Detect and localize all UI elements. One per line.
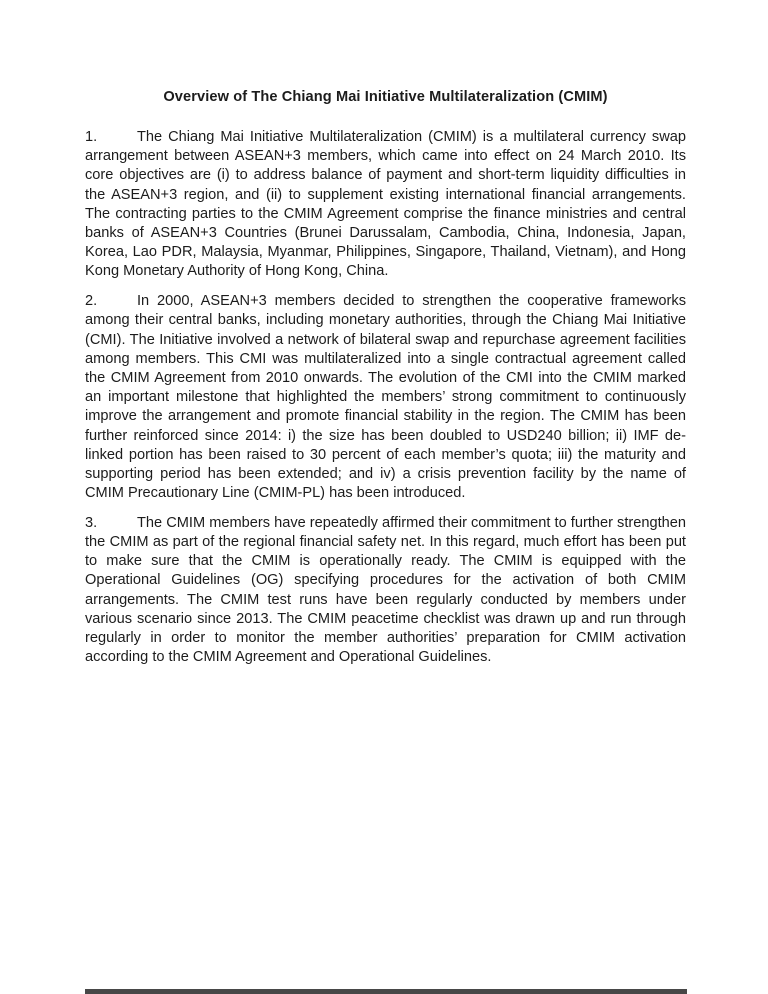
paragraph-1	[85, 128, 686, 282]
paragraph-3	[85, 514, 686, 668]
page-title: Overview of The Chiang Mai Initiative Multilateralization (CMIM)	[163, 89, 608, 105]
paragraph-2	[85, 292, 686, 503]
paragraph-1-text: The Chiang Mai Initiative Multilateralization (CMIM) is a multilateral currency swap arrangement between ASEAN+3 members, which came into effect on 24 March 2010. Its core objectives are (i) to address balance of payment and short-term liquidity difficulties in the ASEAN+3 region, and (ii) to supplement existing international financial arrangements. The contracting parties to the CMIM Agreement comprise the finance ministries and central banks of ASEAN+3 Countries (Brunei Darussalam, Cambodia, China, Indonesia, Japan, Korea, Lao PDR, Malaysia, Myanmar, Philippines, Singapore, Thailand, Vietnam), and Hong Kong Monetary Authority of Hong Kong, China.	[85, 129, 686, 280]
paragraph-2-text: In 2000, ASEAN+3 members decided to strengthen the cooperative frameworks among their central banks, including monetary authorities, through the Chiang Mai Initiative (CMI). The Initiative involved a network of bilateral swap and repurchase agreement facilities among members. This CMI was multilateralized into a single contractual agreement called the CMIM Agreement from 2010 onwards. The evolution of the CMI into the CMIM marked an important milestone that highlighted the members’ strong commitment to continuously improve the arrangement and promote financial stability in the region. The CMIM has been further reinforced since 2014: i) the size has been doubled to USD240 billion; ii) IMF de-linked portion has been raised to 30 percent of each member’s quota; iii) the maturity and supporting period has been extended; and iv) a crisis prevention facility by the name of CMIM Precautionary Line (CMIM-PL) has been introduced.	[85, 293, 686, 502]
paragraph-2-number: 2.	[85, 293, 98, 310]
document-content	[85, 88, 686, 678]
page-bottom-rule	[85, 989, 687, 994]
paragraph-3-text: The CMIM members have repeatedly affirmed their commitment to further strengthen the CMIM as part of the regional financial safety net. In this regard, much effort has been put to make sure that the CMIM is operationally ready. The CMIM is equipped with the Operational Guidelines (OG) specifying procedures for the activation of both CMIM arrangements. The CMIM test runs have been regularly conducted by members under various scenario since 2013. The CMIM peacetime checklist was drawn up and run through regularly in order to monitor the member authorities’ preparation for CMIM activation according to the CMIM Agreement and Operational Guidelines.	[85, 514, 686, 666]
paragraph-1-number: 1.	[85, 129, 98, 145]
paragraph-3-number: 3.	[85, 514, 98, 531]
